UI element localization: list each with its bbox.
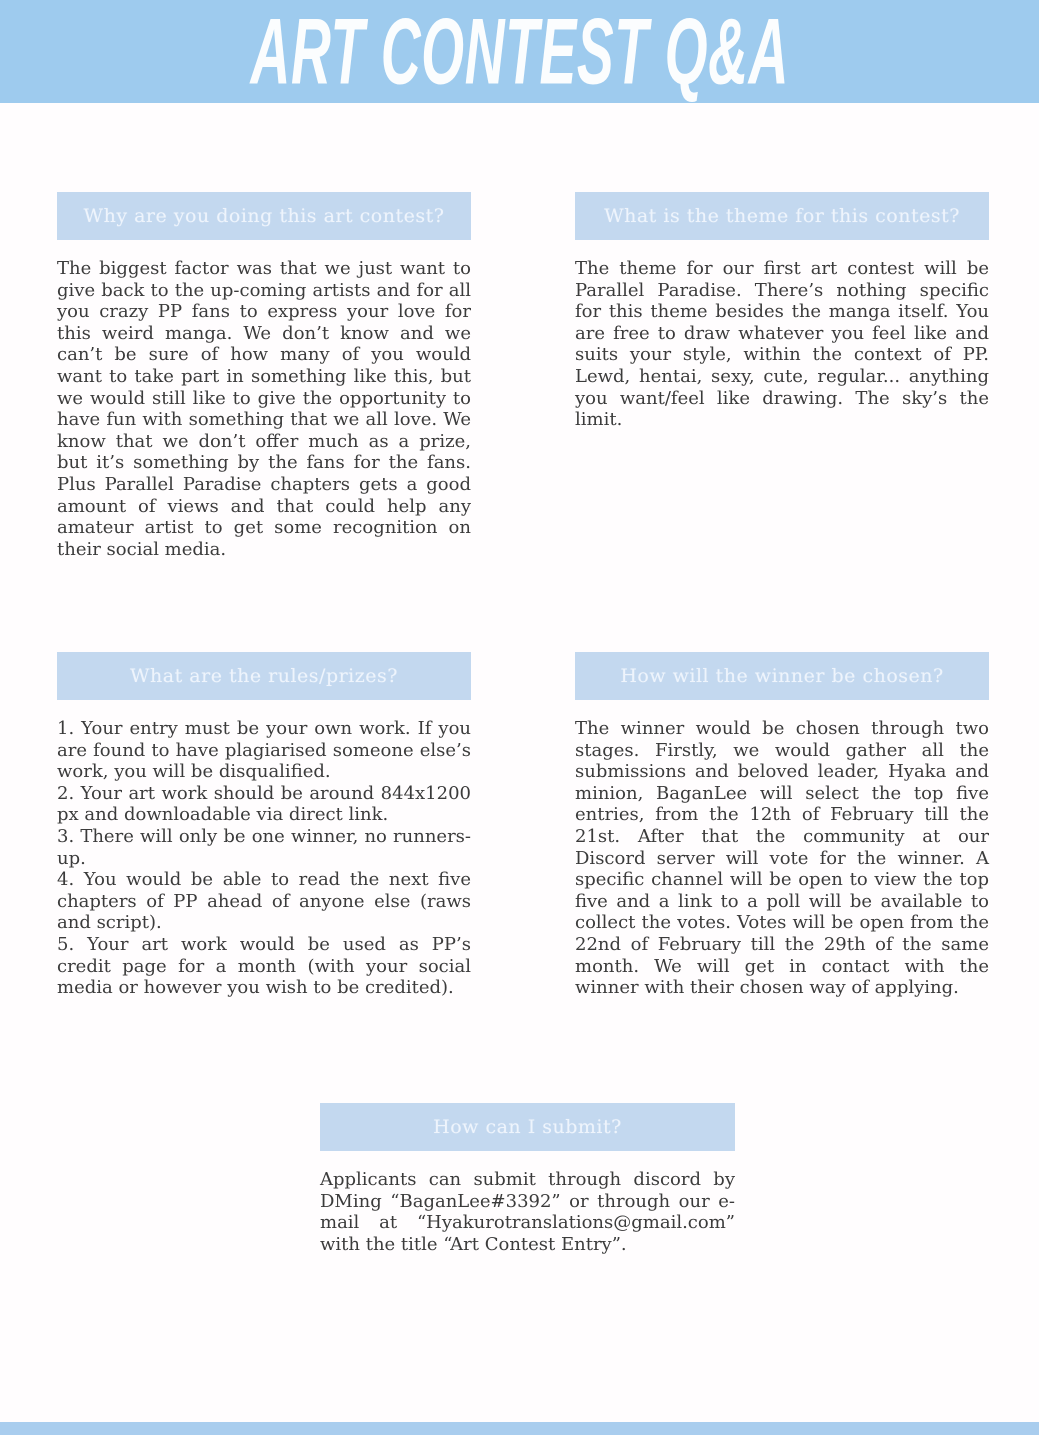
question-winner: How will the winner be chosen? <box>620 665 944 687</box>
rule-item-3: 3. There will only be one winner, no runners-up. <box>57 825 471 869</box>
rule-item-2: 2. Your art work should be around 844x1200 px and downloadable via direct link. <box>57 782 471 826</box>
question-box-submit <box>320 1103 735 1151</box>
question-box-theme <box>575 192 989 240</box>
section-theme <box>575 192 989 431</box>
rule-item-1: 1. Your entry must be your own work. If you are found to have plagiarised someone else’s work, you will be disqualified. <box>57 718 471 783</box>
question-box-winner <box>575 652 989 700</box>
question-box-rules <box>57 652 471 700</box>
answer-theme: The theme for our first art contest will be Parallel Paradise. There’s nothing specific for this theme besides the manga itself. You are free to draw whatever you feel like and suits your style, within the context of PP. Lewd, hentai, sexy, cute, regular... anything you want/feel like drawing. The sky’s the limit. <box>575 258 989 431</box>
section-winner <box>575 652 989 999</box>
footer-strip <box>0 1422 1039 1435</box>
section-rules <box>57 652 471 999</box>
section-why <box>57 192 471 560</box>
page-title: ART CONTEST Q&A <box>250 0 789 104</box>
answer-submit: Applicants can submit through discord by DMing “BaganLee#3392” or through our e-mail at “Hyakurotranslations@gmail.com” with the title “Art Contest Entry”. <box>320 1169 735 1255</box>
question-rules: What are the rules/prizes? <box>130 665 398 687</box>
question-submit: How can I submit? <box>433 1116 622 1138</box>
question-box-why <box>57 192 471 240</box>
answer-winner: The winner would be chosen through two stages. Firstly, we would gather all the submissions and beloved leader, Hyaka and minion, BaganLee will select the top five entries, from the 12th of February till the 21st. After that the community at our Discord server will vote for the winner. A specific channel will be open to view the top five and a link to a poll will be available to collect the votes. Votes will be open from the 22nd of February till the 29th of the same month. We will get in contact with the winner with their chosen way of applying. <box>575 718 989 999</box>
banner <box>0 0 1039 103</box>
rules-list <box>57 718 471 999</box>
answer-why: The biggest factor was that we just want to give back to the up-coming artists and for all you crazy PP fans to express your love for this weird manga. We don’t know and we can’t be sure of how many of you would want to take part in something like this, but we would still like to give the opportunity to have fun with something that we all love. We know that we don’t offer much as a prize, but it’s something by the fans for the fans. Plus Parallel Paradise chapters gets a good amount of views and that could help any amateur artist to get some recognition on their social media. <box>57 258 471 560</box>
rule-item-5: 5. Your art work would be used as PP’s credit page for a month (with your social media or however you wish to be credited). <box>57 933 471 999</box>
rule-item-4: 4. You would be able to read the next five chapters of PP ahead of anyone else (raws and script). <box>57 869 471 934</box>
question-why: Why are you doing this art contest? <box>83 205 445 227</box>
section-submit <box>320 1103 735 1255</box>
question-theme: What is the theme for this contest? <box>604 205 960 227</box>
